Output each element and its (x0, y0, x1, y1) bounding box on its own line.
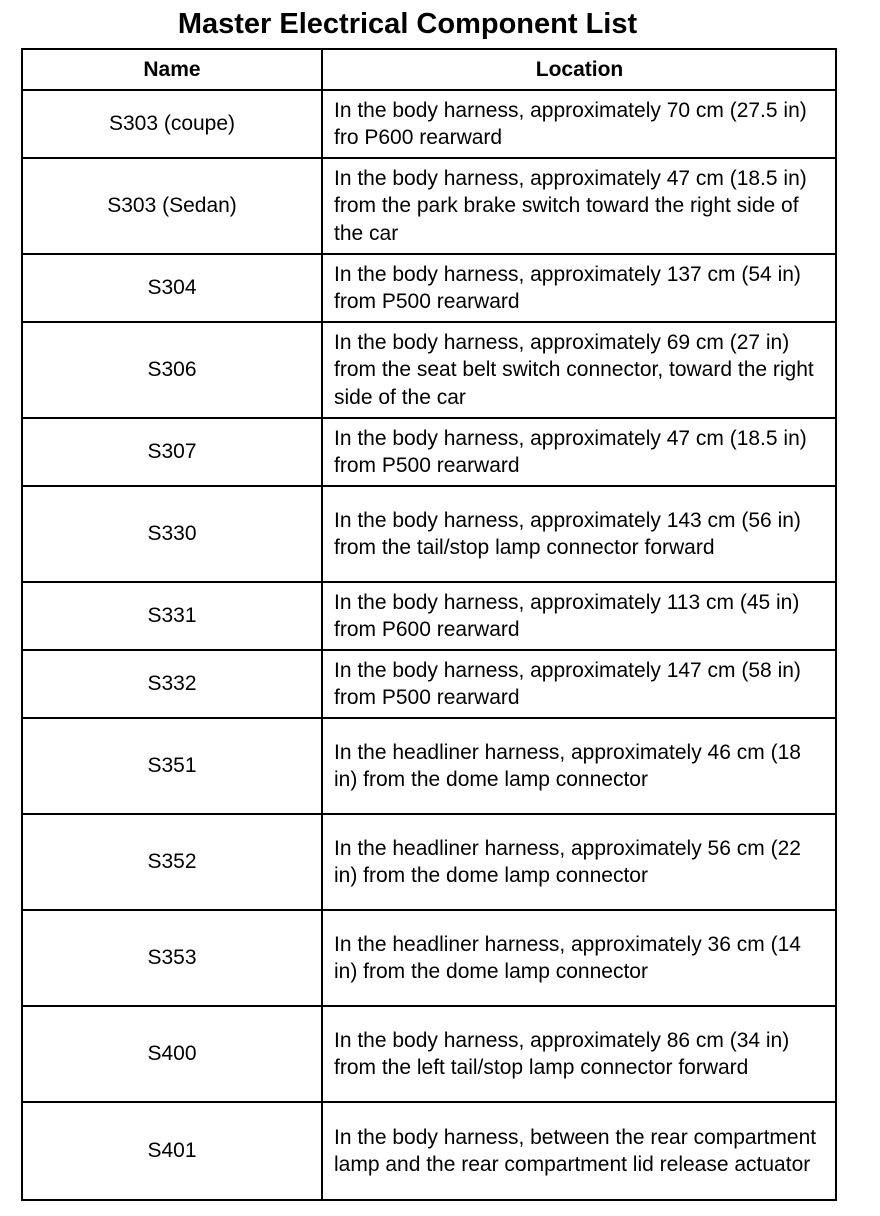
component-name: S353 (23, 911, 323, 1005)
component-location: In the headliner harness, approximately 46 cm (18 in) from the dome lamp connector (334, 740, 801, 791)
component-location: In the headliner harness, approximately 56 cm (22 in) from the dome lamp connector (334, 836, 801, 887)
column-header-name: Name (23, 50, 323, 89)
component-location: In the body harness, approximately 69 cm (27 in) from the seat belt switch connector, toward the right side of the car (334, 330, 814, 409)
table-row (23, 255, 835, 323)
page-title: Master Electrical Component List (177, 8, 638, 40)
table-row (23, 651, 835, 719)
component-name: S303 (Sedan) (23, 159, 323, 253)
component-table (21, 48, 837, 1201)
component-location: In the body harness, approximately 143 cm (56 in) from the tail/stop lamp connector forward (334, 508, 801, 559)
component-name: S401 (23, 1103, 323, 1199)
table-row (23, 487, 835, 583)
component-name: S352 (23, 815, 323, 909)
component-name: S303 (coupe) (23, 91, 323, 157)
component-location: In the body harness, approximately 113 cm (45 in) from P600 rearward (334, 590, 800, 641)
column-header-location: Location (535, 57, 624, 81)
component-location: In the body harness, approximately 137 cm (54 in) from P500 rearward (334, 262, 801, 313)
component-location: In the headliner harness, approximately 36 cm (14 in) from the dome lamp connector (334, 932, 801, 983)
component-name: S400 (23, 1007, 323, 1101)
component-name: S331 (23, 583, 323, 649)
table-row (23, 419, 835, 487)
table-row (23, 911, 835, 1007)
component-name: S351 (23, 719, 323, 813)
component-name: S332 (23, 651, 323, 717)
component-location: In the body harness, approximately 147 cm (58 in) from P500 rearward (334, 658, 801, 709)
component-name: S306 (23, 323, 323, 417)
table-row (23, 159, 835, 255)
table-row (23, 91, 835, 159)
component-name: S304 (23, 255, 323, 321)
component-location: In the body harness, approximately 47 cm (18.5 in) from the park brake switch toward the right side of the car (334, 166, 807, 245)
component-location: In the body harness, approximately 70 cm (27.5 in) fro P600 rearward (334, 98, 807, 149)
component-location: In the body harness, approximately 47 cm (18.5 in) from P500 rearward (334, 426, 807, 477)
table-header (23, 50, 835, 91)
component-location: In the body harness, approximately 86 cm (34 in) from the left tail/stop lamp connector forward (334, 1028, 790, 1079)
table-row (23, 1103, 835, 1199)
table-row (23, 815, 835, 911)
table-row (23, 1007, 835, 1103)
table-row (23, 719, 835, 815)
component-name: S307 (23, 419, 323, 485)
table-row (23, 323, 835, 419)
component-location: In the body harness, between the rear compartment lamp and the rear compartment lid release actuator (334, 1125, 817, 1176)
table-row (23, 583, 835, 651)
component-name: S330 (23, 487, 323, 581)
